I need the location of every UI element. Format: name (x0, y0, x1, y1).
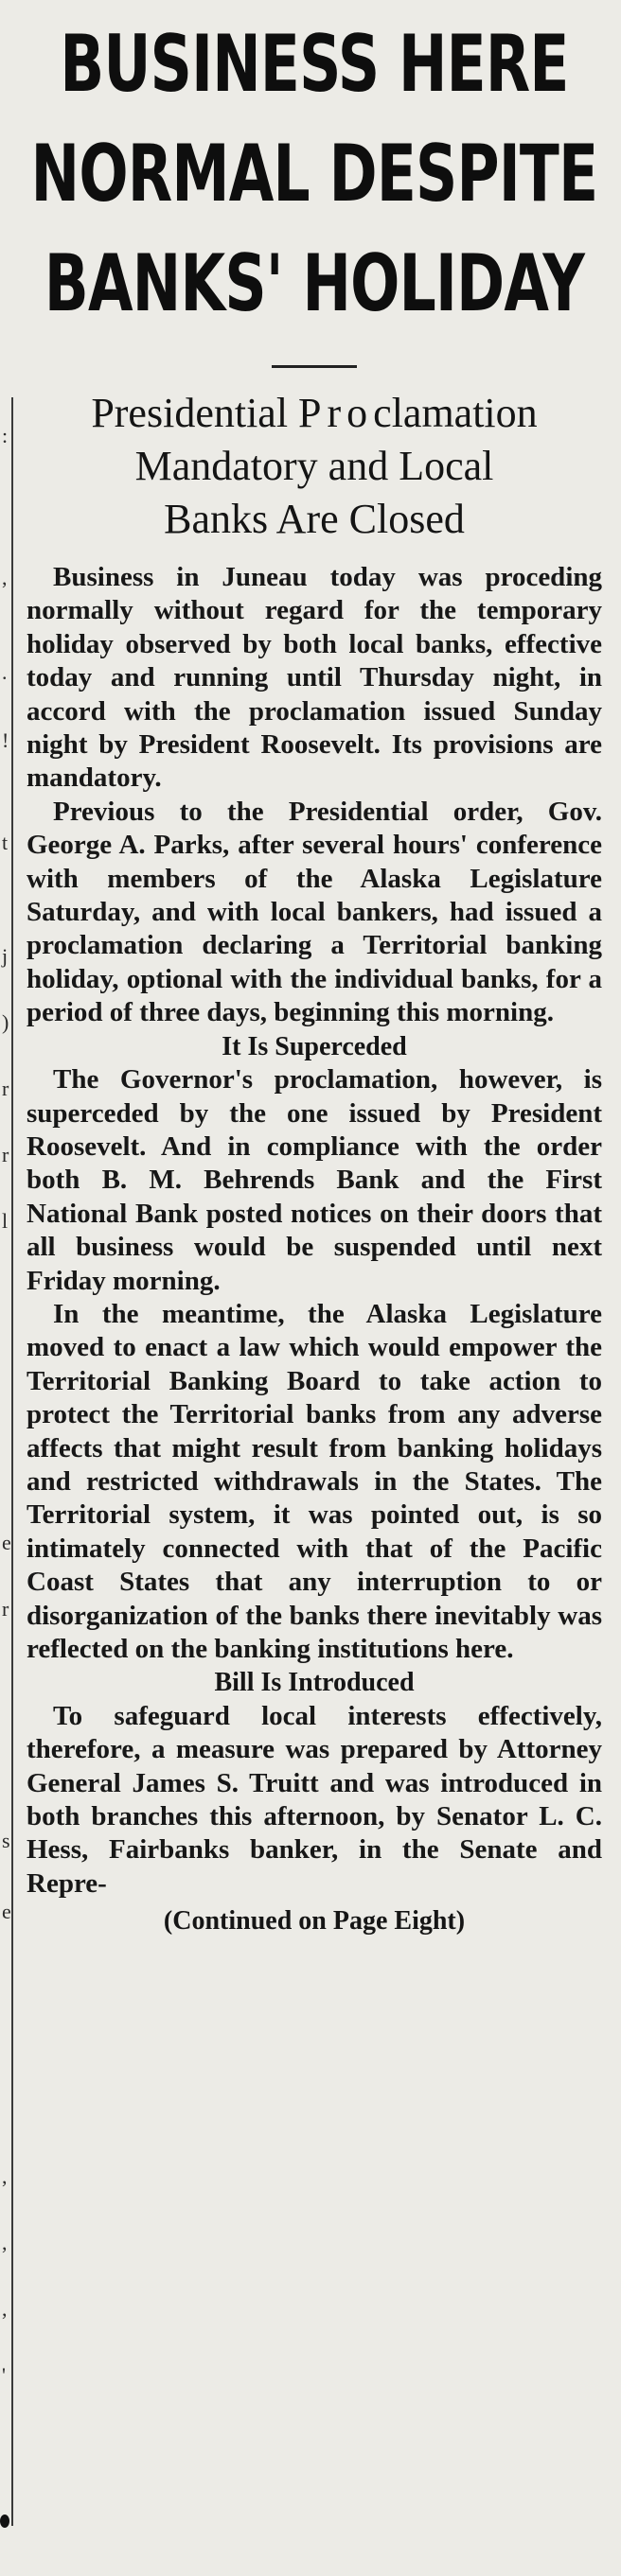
gutter-mark: e (2, 1900, 11, 1923)
subhead: Bill Is Introduced (214, 1668, 415, 1698)
deck-text: clamation (373, 390, 538, 436)
headline-line: BUSINESS HERE (60, 18, 569, 110)
gutter-mark: ) (2, 1010, 9, 1034)
gutter-mark: s (2, 1829, 10, 1852)
deck-line (27, 387, 602, 440)
gutter-mark: t (2, 831, 9, 854)
gutter-mark: . (2, 660, 8, 684)
adjacent-column-edge (0, 0, 17, 2576)
gutter-mark: ' (2, 2363, 6, 2387)
paragraph: To safeguard local interests effectively, therefore, a measure was prepared by Attorney General James S. Truitt and was introduced in both branches this afternoon, by Senator L. C. Hess, Fairbanks banker, in the Senate and Repre- (27, 1700, 602, 1899)
paragraph: Previous to the Presidential order, Gov. George A. Parks, after several hours' conference with members of the Alaska Legislature Saturday, and with local bankers, had issued a proclamation declaring a Territorial banking holiday, optional with the individual banks, for a period of three days, beginning this morning. (27, 796, 602, 1028)
gutter-mark: e (2, 1531, 11, 1554)
deck-headline (27, 387, 602, 546)
paragraph: Business in Juneau today was proceding normally without regard for the temporary holiday observed by both local banks, effective today and running until Thursday night, in accord with the proclamation issued Sunday night by President Roosevelt. Its provisions are mandatory. (27, 562, 602, 794)
gutter-mark: , (2, 2297, 8, 2321)
headline-line: BANKS' HOLIDAY (44, 237, 585, 329)
gutter-mark: : (2, 424, 9, 447)
paragraph: In the meantime, the Alaska Legislature moved to enact a law which would empower the Territorial Banking Board to take action to protect the Territorial banks from any adverse affects that might result from banking holidays and restricted withdrawals in the States. The Territorial system, it was pointed out, is so intimately connected with that of the Pacific Coast States that any interruption to or disorganization of the banks there inevitably was reflected on the banking institutions here. (27, 1298, 602, 1664)
deck-line: Banks Are Closed (164, 496, 465, 542)
paragraph: The Governor's proclamation, however, is superceded by the one issued by President Roosevelt. And in compliance with the order both B. M. Behrends Bank and the First National Bank posted notices on their doors that all business would be suspended until next Friday morning. (27, 1064, 602, 1296)
gutter-mark: , (2, 2164, 8, 2188)
deck-text: Pro (298, 390, 374, 436)
gutter-mark: , (2, 566, 8, 589)
gutter-mark: r (2, 1143, 9, 1166)
article-body (27, 561, 602, 1938)
headline-divider (272, 365, 357, 368)
headline (27, 9, 602, 339)
gutter-mark: ! (2, 728, 9, 752)
deck-line: Mandatory and Local (134, 443, 494, 489)
gutter-mark: l (2, 1209, 9, 1233)
column-rule (11, 397, 13, 2526)
gutter-mark: r (2, 1077, 9, 1100)
article-column (27, 0, 602, 1938)
gutter-mark: , (2, 2231, 8, 2254)
gutter-mark: r (2, 1597, 9, 1621)
deck-text: Presidential (91, 390, 299, 436)
headline-line: NORMAL DESPITE (30, 128, 598, 219)
gutter-mark: j (2, 944, 9, 968)
subhead: It Is Superceded (222, 1031, 407, 1061)
bullet-dot (0, 2515, 9, 2528)
continued-line: (Continued on Page Eight) (163, 1906, 466, 1936)
